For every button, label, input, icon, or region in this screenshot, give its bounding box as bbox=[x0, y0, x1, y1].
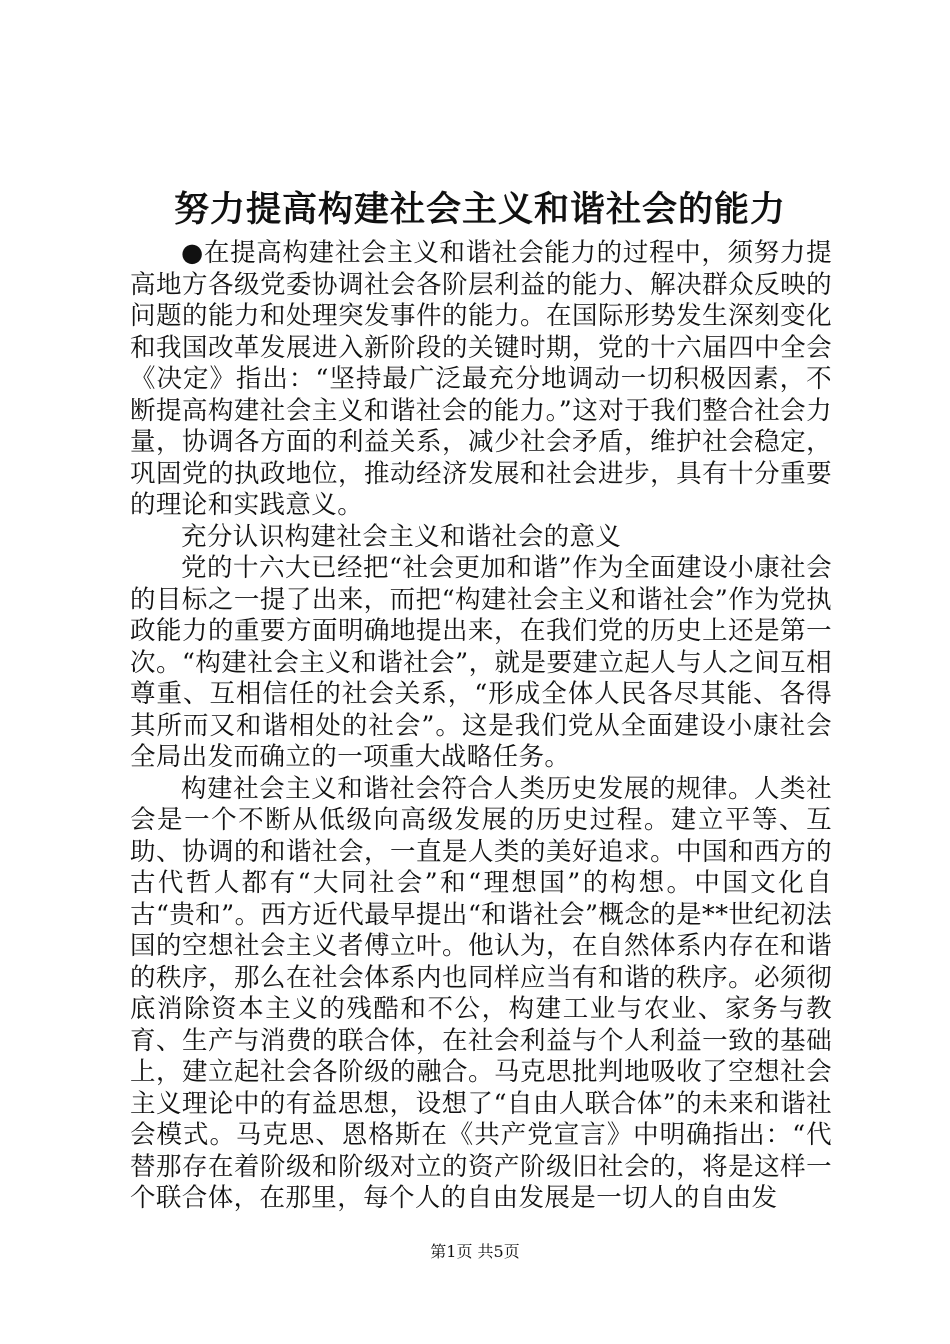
paragraph-history: 构建社会主义和谐社会符合人类历史发展的规律。人类社会是一个不断从低级向高级发展的历史过程。建立平等、互助、协调的和谐社会，一直是人类的美好追求。中国和西方的古代哲人都有“大同社会”和“理想国”的构想。中国文化自古“贵和”。西方近代最早提出“和谐社会”概念的是**世纪初法国的空想社会主义者傅立叶。他认为，在自然体系内存在和谐的秩序，那么在社会体系内也同样应当有和谐的秩序。必须彻底消除资本主义的残酷和不公，构建工业与农业、家务与教育、生产与消费的联合体，在社会利益与个人利益一致的基础上，建立起社会各阶级的融合。马克思批判地吸收了空想社会主义理论中的有益思想，设想了“自由人联合体”的未来和谐社会模式。马克思、恩格斯在《共产党宣言》中明确指出：“代替那存在着阶级和阶级对立的资产阶级旧社会的，将是这样一个联合体，在那里，每个人的自由发展是一切人的自由发 bbox=[130, 773, 832, 1213]
document-body bbox=[130, 238, 832, 1215]
section-heading: 充分认识构建社会主义和谐社会的意义 bbox=[181, 521, 622, 552]
paragraph-significance: 党的十六大已经把“社会更加和谐”作为全面建设小康社会的目标之一提了出来，而把“构建社会主义和谐社会”作为党执政能力的重要方面明确地提出来，在我们党的历史上还是第一次。“构建社会主义和谐社会”，就是要建立起人与人之间互相尊重、互相信任的社会关系，“形成全体人民各尽其能、各得其所而又和谐相处的社会”。这是我们党从全面建设小康社会全局出发而确立的一项重大战略任务。 bbox=[130, 553, 832, 772]
document-title: 努力提高构建社会主义和谐社会的能力 bbox=[173, 190, 786, 230]
paragraph-intro: ●在提高构建社会主义和谐社会能力的过程中，须努力提高地方各级党委协调社会各阶层利益的能力、解决群众反映的问题的能力和处理突发事件的能力。在国际形势发生深刻变化和我国改革发展进入新阶段的关键时期，党的十六届四中全会《决定》指出：“坚持最广泛最充分地调动一切积极因素，不断提高构建社会主义和谐社会的能力。”这对于我们整合社会力量，协调各方面的利益关系，减少社会矛盾，维护社会稳定，巩固党的执政地位，推动经济发展和社会进步，具有十分重要的理论和实践意义。 bbox=[130, 238, 832, 520]
page-number: 第1页 共5页 bbox=[430, 1242, 520, 1261]
